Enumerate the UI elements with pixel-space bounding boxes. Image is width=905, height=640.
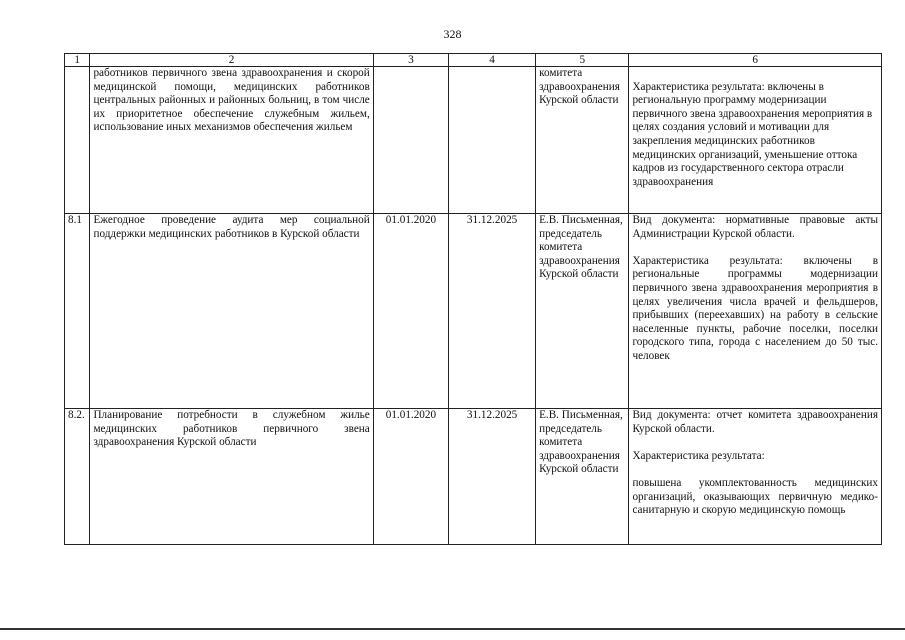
document-type: Вид документа: отчет комитета здравоохранения Курской области. (632, 409, 878, 435)
measures-table (64, 53, 882, 545)
start-date: 01.01.2020 (373, 214, 448, 409)
result-characteristic: повышена укомплектованность медицинских организаций, оказывающих первичную медико-санитарную и скорую медицинскую помощь (632, 476, 878, 517)
responsible: комитета здравоохранения Курской области (536, 67, 629, 214)
measure-description: работников первичного звена здравоохранения и скорой медицинской помощи, медицинских работников центральных районных и районных больниц, в том числе их приоритетное обеспечение служебным жильем, использование иных механизмов обеспечения жильем (90, 67, 373, 214)
end-date: 31.12.2025 (449, 214, 536, 409)
row-number: 8.1 (65, 214, 90, 409)
responsible: Е.В. Письменная, председатель комитета здравоохранения Курской области (536, 409, 629, 545)
table-row (65, 214, 882, 409)
start-date: 01.01.2020 (373, 409, 448, 545)
row-number: 8.2. (65, 409, 90, 545)
start-date (373, 67, 448, 214)
scan-edge-line (0, 628, 905, 630)
result-label: Характеристика результата: (632, 449, 765, 462)
header-cell: 4 (449, 54, 536, 67)
header-cell: 3 (373, 54, 448, 67)
result-cell (629, 214, 882, 409)
result-blank-line (632, 67, 878, 81)
end-date: 31.12.2025 (449, 409, 536, 545)
result-characteristic: Характеристика результата: включены в региональные программы модернизации первичного звена здравоохранения мероприятия в целях увеличения числа врачей и фельдшеров, прибывших (переехавших) на работу в сельские населенные пункты, рабочие поселки, поселки городского типа, города с населением до 50 тыс. человек (632, 254, 878, 362)
header-cell: 6 (629, 54, 882, 67)
header-cell: 5 (536, 54, 629, 67)
result-characteristic: Характеристика результата: включены в региональную программу модернизации первичного звена здравоохранения мероприятия в целях создания условий и мотивации для закрепления медицинских работников медицинских организаций, уменьшение оттока кадров из государственного сектора отрасли здравоохранения (632, 80, 873, 188)
measure-description: Ежегодное проведение аудита мер социальной поддержки медицинских работников в Курской области (90, 214, 373, 409)
end-date (449, 67, 536, 214)
measure-description: Планирование потребности в служебном жилье медицинских работников первичного звена здравоохранения Курской области (90, 409, 373, 545)
row-number (65, 67, 90, 214)
table-row (65, 67, 882, 214)
table-header-row (65, 54, 882, 67)
document-type: Вид документа: нормативные правовые акты Администрации Курской области. (632, 214, 878, 240)
responsible: Е.В. Письменная, председатель комитета здравоохранения Курской области (536, 214, 629, 409)
header-cell: 1 (65, 54, 90, 67)
page-number: 328 (443, 27, 462, 41)
result-cell (629, 67, 882, 214)
table-row (65, 409, 882, 545)
result-cell (629, 409, 882, 545)
header-cell: 2 (90, 54, 373, 67)
